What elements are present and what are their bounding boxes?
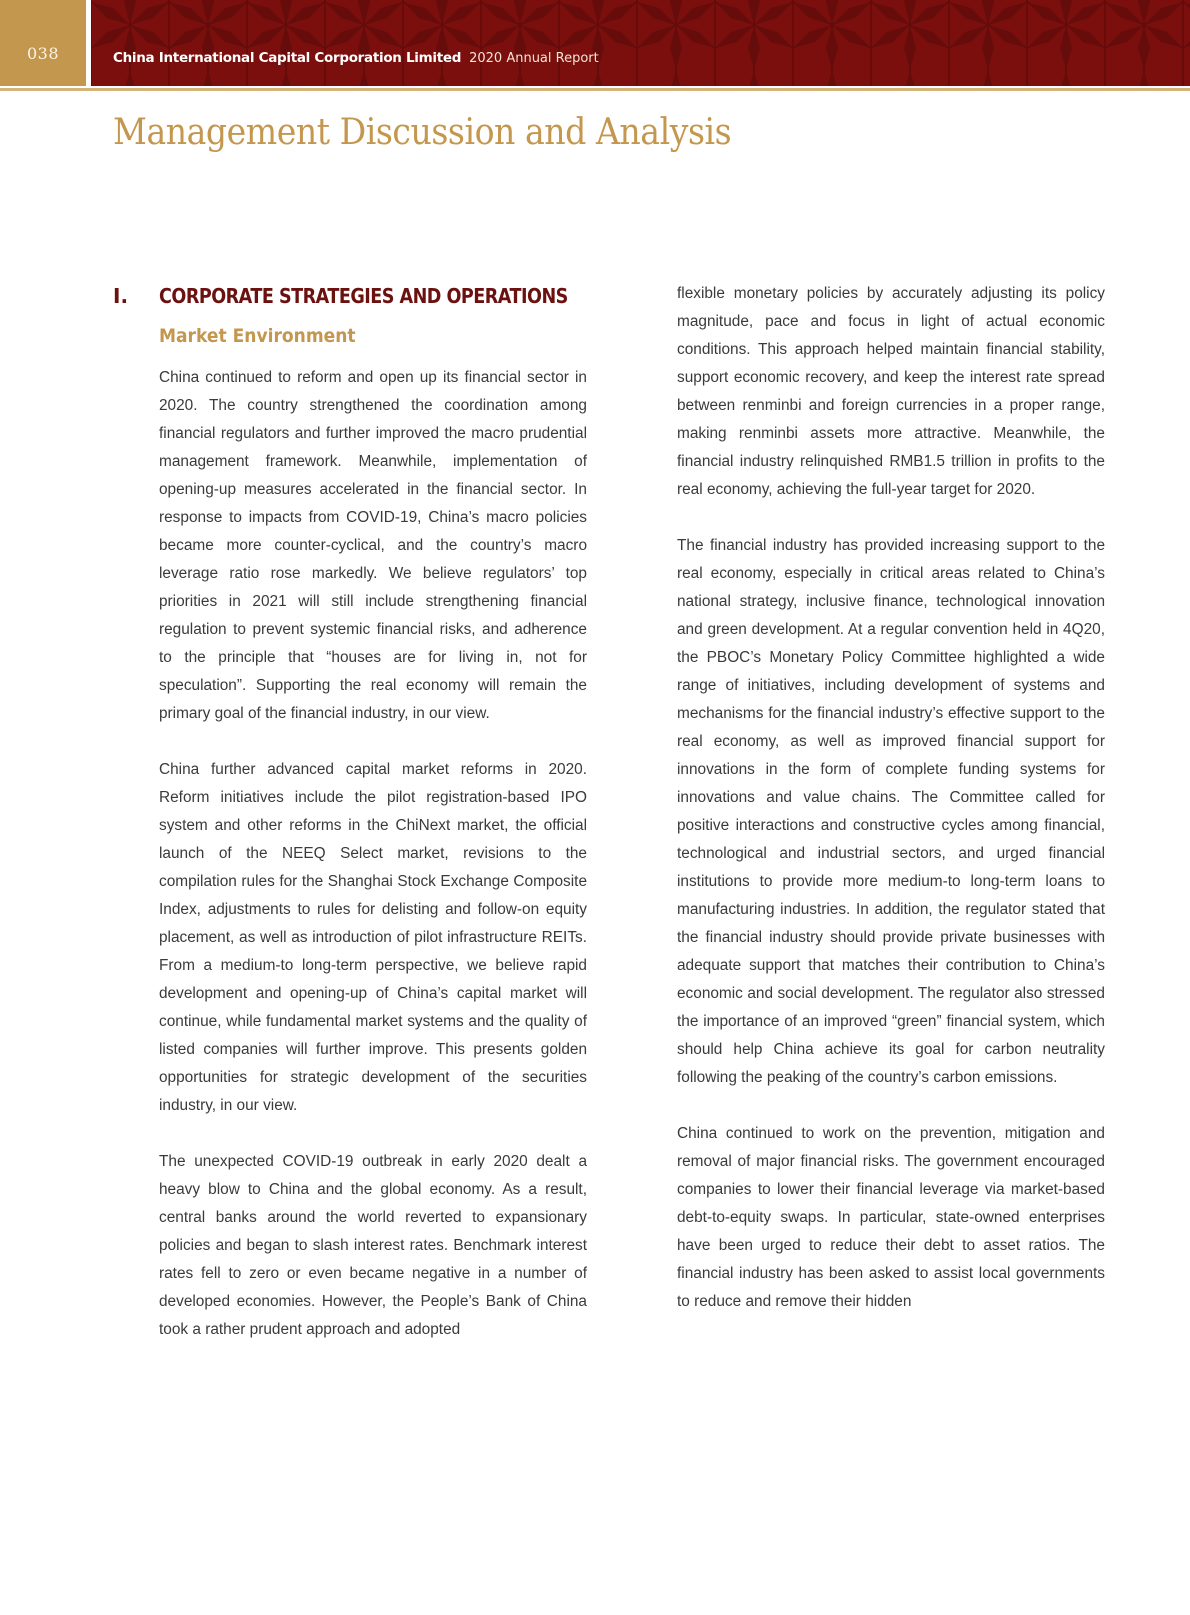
right-column [677, 280, 1105, 1316]
header-title [113, 50, 599, 66]
report-name: 2020 Annual Report [469, 51, 599, 66]
header-banner [91, 0, 1190, 86]
header-divider [0, 88, 1190, 91]
paragraph: The unexpected COVID-19 outbreak in early 2020 dealt a heavy blow to China and the global economy. As a result, central banks around the world reverted to expansionary policies and began to slash interest rates. Benchmark interest rates fell to zero or even became negative in a number of developed economies. However, the People’s Bank of China took a rather prudent approach and adopted [159, 1153, 587, 1338]
page-header [0, 0, 1190, 90]
paragraph: China further advanced capital market reforms in 2020. Reform initiatives include the pilot registration-based IPO system and other reforms in the ChiNext market, the official launch of the NEEQ Select market, revisions to the compilation rules for the Shanghai Stock Exchange Composite Index, adjustments to rules for delisting and follow-on equity placement, as well as introduction of pilot infrastructure REITs. From a medium-to long-term perspective, we believe rapid development and opening-up of China’s capital market will continue, while fundamental market systems and the quality of listed companies will further improve. This presents golden opportunities for strategic development of the securities industry, in our view. [159, 761, 587, 1114]
page-title: Management Discussion and Analysis [113, 112, 732, 153]
paragraph: China continued to reform and open up its financial sector in 2020. The country strengthened the coordination among financial regulators and further improved the macro prudential management framework. Meanwhile, implementation of opening-up measures accelerated in the financial sector. In response to impacts from COVID-19, China’s macro policies became more counter-cyclical, and the country’s macro leverage ratio rose markedly. We believe regulators’ top priorities in 2021 will still include strengthening financial regulation to prevent systemic financial risks, and adherence to the principle that “houses are for living in, not for speculation”. Supporting the real economy will remain the primary goal of the financial industry, in our view. [159, 369, 587, 722]
subsection-title: Market Environment [159, 325, 356, 347]
section-title: CORPORATE STRATEGIES AND OPERATIONS [159, 284, 568, 308]
company-name: China International Capital Corporation Limited [113, 50, 462, 66]
asanoha-pattern-icon [91, 0, 1190, 86]
page-number: 038 [26, 44, 60, 63]
page-number-box [0, 0, 86, 86]
paragraph: The financial industry has provided increasing support to the real economy, especially in critical areas related to China’s national strategy, inclusive finance, technological innovation and green development. At a regular convention held in 4Q20, the PBOC’s Monetary Policy Committee highlighted a wide range of initiatives, including development of systems and mechanisms for the financial industry’s effective support to the real economy, as well as improved financial support for innovations in the form of complete funding systems for innovations and value chains. The Committee called for positive interactions and constructive cycles among financial, technological and industrial sectors, and urged financial institutions to provide more medium-to long-term loans to manufacturing industries. In addition, the regulator stated that the financial industry should provide private businesses with adequate support that matches their contribution to China’s economic and social development. The regulator also stressed the importance of an improved “green” financial system, which should help China achieve its goal for carbon neutrality following the peaking of the country’s carbon emissions. [677, 537, 1105, 1086]
left-column [159, 364, 587, 1344]
section-number: I. [113, 284, 129, 308]
paragraph: China continued to work on the prevention, mitigation and removal of major financial risks. The government encouraged companies to lower their financial leverage via market-based debt-to-equity swaps. In particular, state-owned enterprises have been urged to reduce their debt to asset ratios. The financial industry has been asked to assist local governments to reduce and remove their hidden [677, 1125, 1105, 1310]
paragraph: flexible monetary policies by accurately adjusting its policy magnitude, pace and focus in light of actual economic conditions. This approach helped maintain financial stability, support economic recovery, and keep the interest rate spread between renminbi and foreign currencies in a proper range, making renminbi assets more attractive. Meanwhile, the financial industry relinquished RMB1.5 trillion in profits to the real economy, achieving the full-year target for 2020. [677, 285, 1105, 498]
